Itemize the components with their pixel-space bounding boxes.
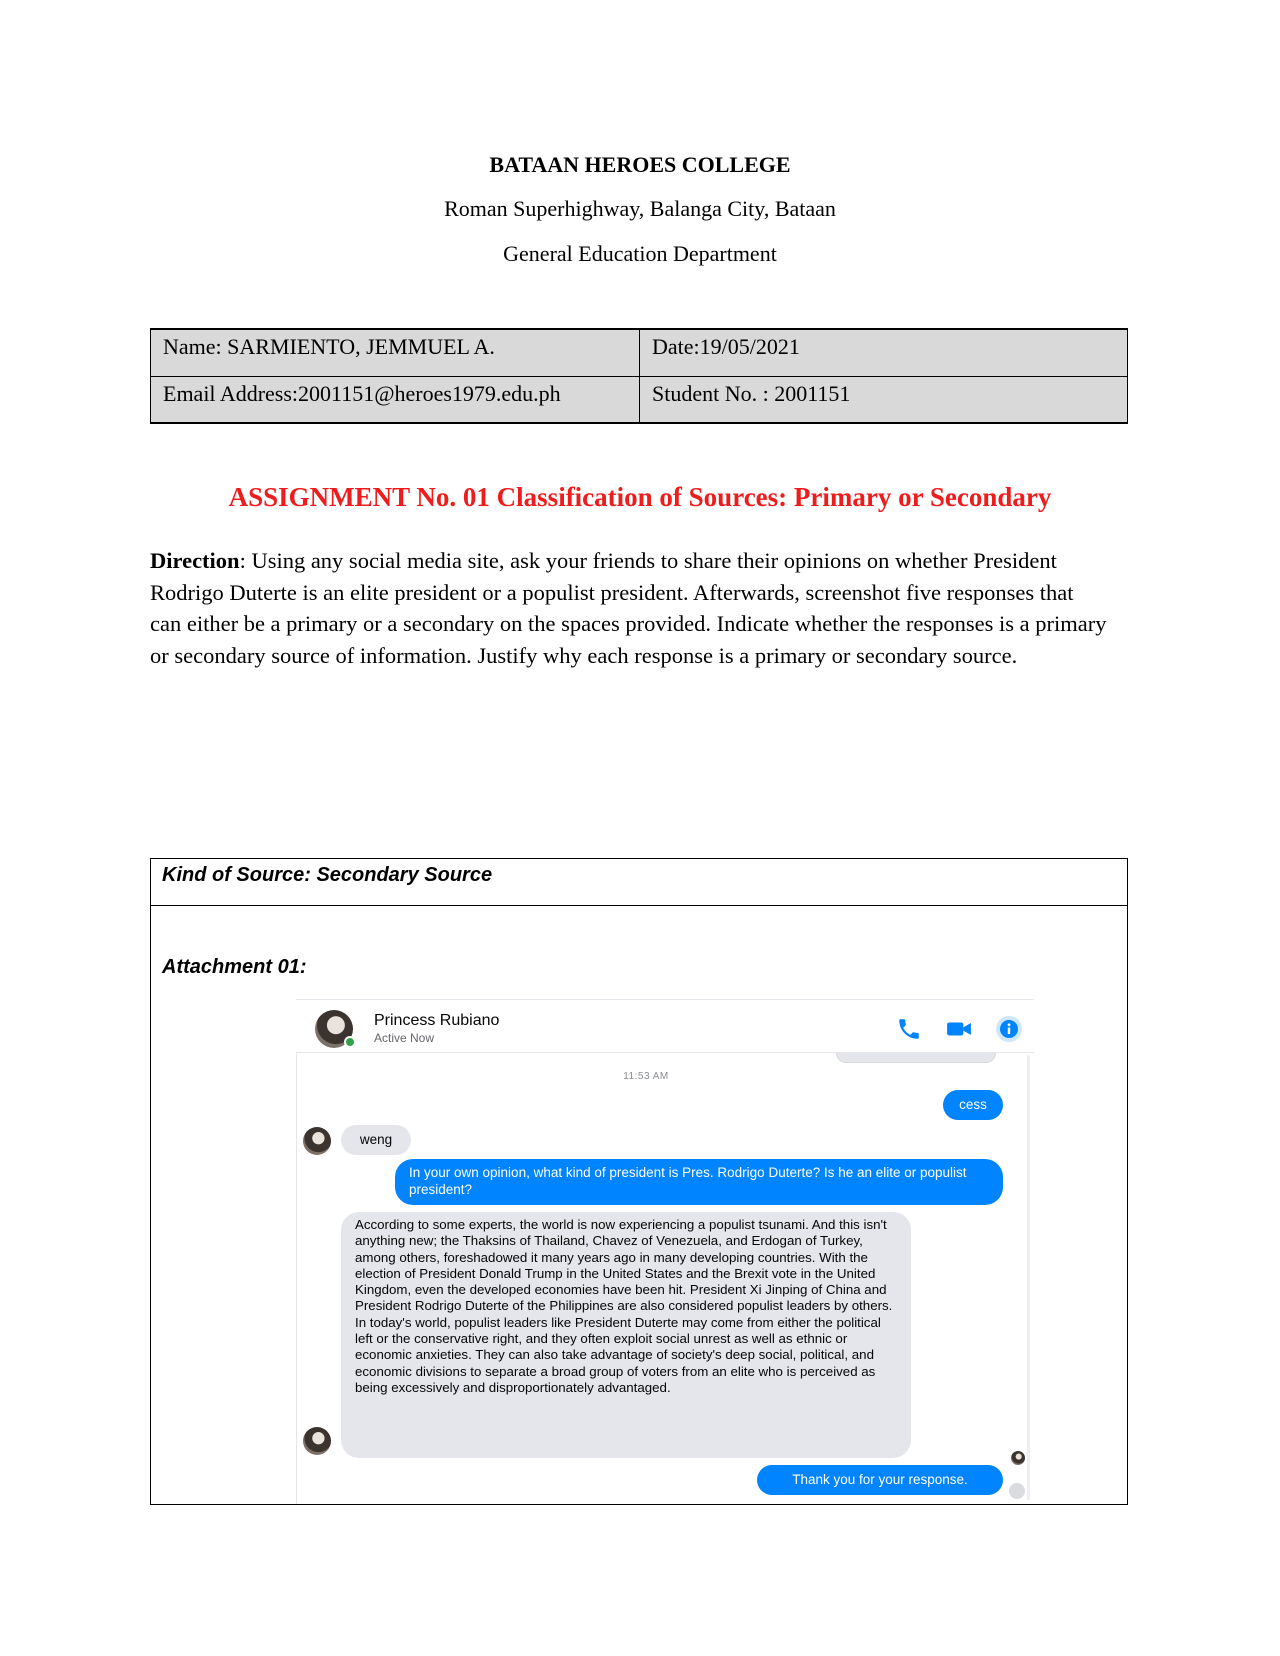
divider — [296, 1053, 297, 1504]
avatar — [303, 1427, 331, 1455]
avatar — [303, 1127, 331, 1155]
message-timestamp: 11:53 AM — [623, 1071, 669, 1082]
date-cell: Date:19/05/2021 — [640, 329, 1128, 376]
student-name-cell: Name: SARMIENTO, JEMMUEL A. — [151, 329, 640, 376]
info-icon — [996, 1016, 1022, 1042]
messenger-screenshot — [296, 999, 1034, 1504]
department-name: General Education Department — [503, 241, 777, 266]
email-cell: Email Address:2001151@heroes1979.edu.ph — [151, 376, 640, 423]
seen-indicator-avatar — [1011, 1451, 1025, 1465]
contact-status: Active Now — [374, 1031, 435, 1045]
sent-message: cess — [943, 1090, 1003, 1120]
direction-label: Direction — [150, 548, 240, 573]
kind-of-source-row — [151, 859, 1127, 906]
received-message: According to some experts, the world is now experiencing a populist tsunami. And this isn't anything new; the Thaksins of Thailand, Chavez of Venezuela, and Erdogan of Turkey, among others, foreshadowed it many years ago in many developing countries. With the election of President Donald Trump in the United States and the Brexit vote in the United Kingdom, even the developed economies have been hit. President Xi Jinping of China and President Rodrigo Duterte of the Philippines are also considered populist leaders by others. In today's world, populist leaders like President Duterte may come from either the political left or the conservative right, and they often exploit social unrest as well as ethnic or economic anxieties. They can also take advantage of society's deep social, political, and economic divisions to separate a broad group of voters from an elite who is perceived as being excessively and disproportionately advantaged. — [341, 1212, 911, 1458]
direction-paragraph — [150, 545, 1110, 671]
received-message: weng — [341, 1125, 411, 1155]
phone-icon — [896, 1016, 922, 1042]
video-camera-icon — [946, 1016, 972, 1042]
school-address: Roman Superhighway, Balanga City, Bataan — [444, 196, 836, 221]
online-status-dot — [344, 1036, 356, 1048]
school-name: BATAAN HEROES COLLEGE — [489, 152, 791, 177]
table-row — [151, 376, 1128, 423]
scrollbar — [1027, 1055, 1030, 1500]
sent-message: Thank you for your response. — [757, 1465, 1003, 1495]
student-info-table — [150, 328, 1128, 424]
chat-header — [296, 1000, 1034, 1053]
direction-text: : Using any social media site, ask your friends to share their opinions on whether President Rodrigo Duterte is an elite president or a populist president. Afterwards, screenshot five responses that can either be a primary or a secondary on the spaces provided. Indicate whether the responses is a primary or secondary source of information. Justify why each response is a primary or secondary source. — [150, 548, 1107, 668]
table-row — [151, 329, 1128, 376]
attachment-label: Attachment 01: — [162, 956, 307, 978]
sent-message: In your own opinion, what kind of president is Pres. Rodrigo Duterte? Is he an elite or populist president? — [395, 1159, 1003, 1205]
kind-of-source-label: Kind of Source: Secondary Source — [162, 864, 493, 886]
delivered-check-icon — [1009, 1483, 1025, 1499]
assignment-title: ASSIGNMENT No. 01 Classification of Sources: Primary or Secondary — [228, 482, 1052, 512]
student-number-cell: Student No. : 2001151 — [640, 376, 1128, 423]
contact-name: Princess Rubiano — [374, 1012, 500, 1029]
